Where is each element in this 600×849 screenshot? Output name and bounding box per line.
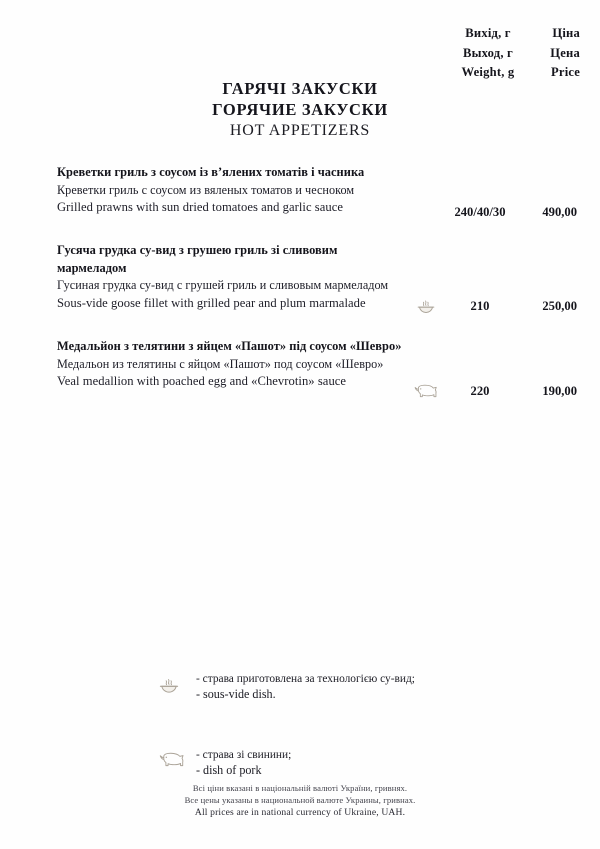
menu-item-meta bbox=[409, 296, 577, 316]
section-title bbox=[0, 78, 600, 142]
section-title-en: HOT APPETIZERS bbox=[229, 122, 371, 140]
weight-column-header bbox=[450, 24, 526, 83]
menu-item-name-ru: Медальон из телятины с яйцом «Пашот» под соусом «Шевро» bbox=[57, 356, 384, 371]
menu-item-text bbox=[57, 242, 409, 312]
menu-item bbox=[57, 164, 577, 220]
menu-item-price: 190,00 bbox=[542, 383, 577, 398]
currency-disclaimer bbox=[0, 782, 600, 820]
menu-item-weight: 220 bbox=[470, 383, 490, 398]
weight-header-ru: Выход, г bbox=[463, 45, 513, 60]
menu-item-name-ua: Креветки гриль з соусом із в’ялених томатів і часника bbox=[57, 165, 365, 179]
section-title-ru: ГОРЯЧИЕ ЗАКУСКИ bbox=[212, 100, 388, 120]
price-header-ua: Ціна bbox=[552, 26, 580, 40]
menu-item-meta bbox=[409, 205, 577, 220]
weight-header-ua: Вихід, г bbox=[465, 26, 511, 40]
legend-pork-en: - dish of pork bbox=[196, 763, 262, 778]
legend-pork-text bbox=[196, 748, 558, 779]
legend-row bbox=[158, 672, 558, 703]
menu-item-text bbox=[57, 338, 409, 391]
pork-icon bbox=[413, 382, 439, 400]
legend-pork-ua: - страва зі свинини; bbox=[196, 749, 292, 761]
menu-item-weight: 240/40/30 bbox=[454, 205, 506, 219]
legend-pork-icon-slot bbox=[158, 748, 196, 769]
legend-sous-vide bbox=[158, 672, 558, 703]
menu-item-name-ru: Гусиная грудка су-вид с грушей гриль и сливовым мармеладом bbox=[57, 278, 389, 293]
menu-item-meta bbox=[409, 382, 577, 400]
menu-item-name-ua: Гусяча грудка су-вид з грушею гриль зі сливовим мармеладом bbox=[57, 243, 338, 275]
weight-header-en: Weight, g bbox=[461, 65, 515, 80]
menu-item bbox=[57, 338, 577, 400]
menu-item-name-en: Veal medallion with poached egg and «Chevrotin» sauce bbox=[57, 373, 347, 388]
legend-sous-vide-icon-slot bbox=[158, 672, 196, 696]
sous-vide-icon bbox=[158, 674, 180, 696]
menu-item-weight: 210 bbox=[470, 298, 490, 313]
legend-row bbox=[158, 748, 558, 779]
menu-item-price: 250,00 bbox=[542, 298, 577, 313]
menu-item-badge-slot bbox=[409, 296, 443, 316]
disclaimer-ru: Все цены указаны в национальной валюте Украины, гривнах. bbox=[184, 795, 416, 806]
legend-pork bbox=[158, 748, 558, 779]
sous-vide-icon bbox=[416, 296, 436, 316]
menu-item-text bbox=[57, 164, 409, 217]
menu-item-price: 490,00 bbox=[542, 205, 577, 219]
legend-sous-vide-ua: - страва приготовлена за технологією су-вид; bbox=[196, 673, 415, 685]
pork-icon bbox=[158, 750, 186, 769]
menu-item-name-ru: Креветки гриль с соусом из вяленых томатов и чесноком bbox=[57, 182, 355, 197]
menu-item-name-en: Grilled prawns with sun dried tomatoes and garlic sauce bbox=[57, 199, 344, 214]
price-header-ru: Цена bbox=[550, 45, 580, 60]
disclaimer-ua: Всі ціни вказані в національній валюті України, гривнях. bbox=[192, 783, 408, 793]
column-headers bbox=[450, 24, 580, 83]
price-header-en: Price bbox=[551, 65, 580, 80]
menu-item-list bbox=[57, 164, 577, 422]
section-title-ua: ГАРЯЧІ ЗАКУСКИ bbox=[222, 79, 378, 98]
disclaimer-en: All prices are in national currency of Ukraine, UAH. bbox=[194, 807, 406, 819]
price-column-header bbox=[526, 24, 580, 83]
legend-sous-vide-en: - sous-vide dish. bbox=[196, 687, 276, 702]
legend-sous-vide-text bbox=[196, 672, 558, 703]
menu-item bbox=[57, 242, 577, 316]
menu-item-name-en: Sous-vide goose fillet with grilled pear and plum marmalade bbox=[57, 295, 366, 310]
menu-item-badge-slot bbox=[409, 382, 443, 400]
menu-item-name-ua: Медальйон з телятини з яйцем «Пашот» під соусом «Шевро» bbox=[57, 339, 402, 353]
